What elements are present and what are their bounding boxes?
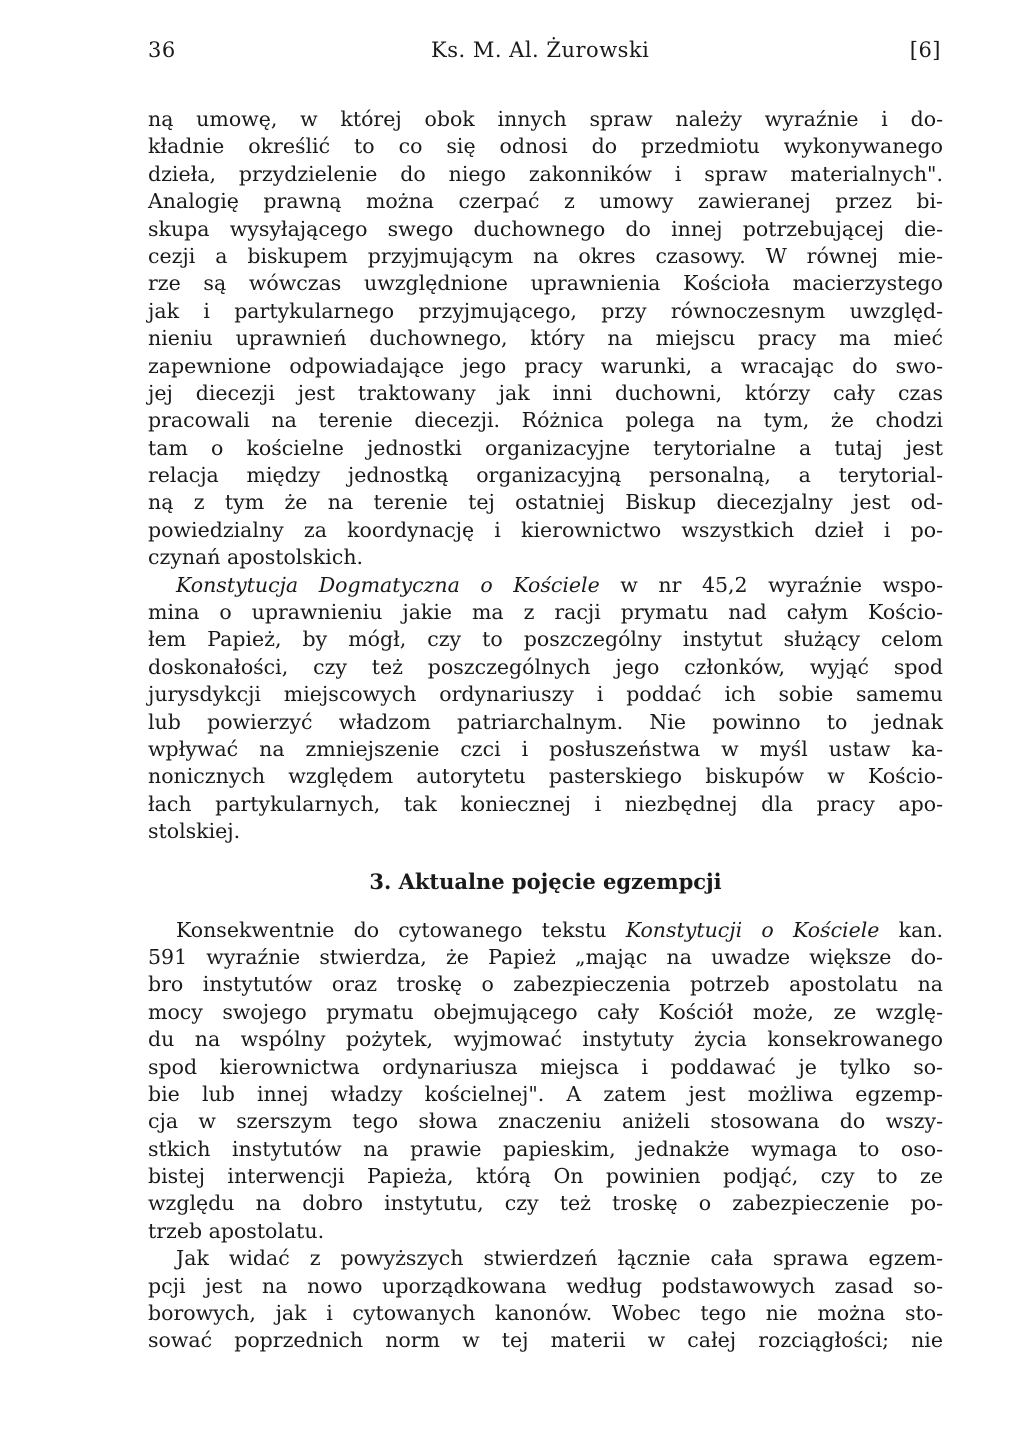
text-line <box>148 572 943 599</box>
text-line: cja w szerszym tego słowa znaczeniu aniżeli stosowana do wszy- <box>148 1109 943 1134</box>
text-line: ną umowę, w której obok innych spraw należy wyraźnie i do- <box>148 107 943 131</box>
text-line <box>148 917 943 944</box>
text-line: cezji a biskupem przyjmującym na okres czasowy. W równej mie- <box>148 243 943 268</box>
section-heading: 3. Aktualne pojęcie egzempcji <box>369 868 722 894</box>
text-line: doskonałości, czy też poszczególnych jego członków, wyjąć spod <box>148 654 943 679</box>
paragraph-3 <box>148 917 943 1246</box>
running-head <box>148 38 943 72</box>
text-line: jej diecezji jest traktowany jak inni duchowni, którzy cały czas <box>148 380 943 405</box>
page-number: 36 <box>148 38 176 62</box>
text-line: Analogię prawną można czerpać z umowy zawieranej przez bi- <box>148 189 943 214</box>
text-line: jurysdykcji miejscowych ordynariuszy i poddać ich sobie samemu <box>148 682 943 707</box>
text-line: pcji jest na nowo uporządkowana według podstawowych zasad so- <box>148 1273 943 1298</box>
text-fragment: kan. <box>879 917 944 942</box>
text-line: kładnie określić to co się odnosi do przedmiotu wykonywanego <box>148 134 943 159</box>
document-title-italic: Konstytucji o Kościele <box>625 917 880 942</box>
text-fragment: w nr 45,2 wyraźnie wspo- <box>599 572 943 597</box>
paragraph-2 <box>148 572 943 846</box>
text-line: rze są wówczas uwzględnione uprawnienia Kościoła macierzystego <box>148 271 943 296</box>
text-line: mina o uprawnieniu jakie ma z racji prymatu nad całym Kościo- <box>148 600 943 625</box>
text-line: bistej interwencji Papieża, którą On powinien podjąć, czy to ze <box>148 1164 943 1189</box>
text-line: nieniu uprawnień duchownego, który na miejscu pracy ma mieć <box>148 326 943 351</box>
paragraph-1 <box>148 106 943 572</box>
document-title-italic: Konstytucja Dogmatyczna o Kościele <box>176 572 600 597</box>
section-marker: [6] <box>909 38 941 62</box>
text-line: sować poprzednich norm w tej materii w całej rozciągłości; nie <box>148 1328 943 1353</box>
paragraph-4 <box>148 1245 943 1355</box>
text-fragment: Konsekwentnie do cytowanego tekstu <box>176 917 626 942</box>
text-line: du na wspólny pożytek, wyjmować instytuty życia konsekrowanego <box>148 1027 943 1052</box>
text-line: czynań apostolskich. <box>148 545 364 570</box>
text-line: 591 wyraźnie stwierdza, że Papież „mając na uwadze większe do- <box>148 944 943 969</box>
text-line: dzieła, przydzielenie do niego zakonników i spraw materialnych". <box>148 161 943 186</box>
text-line: ną z tym że na terenie tej ostatniej Biskup diecezjalny jest od- <box>148 490 943 515</box>
text-line: jak i partykularnego przyjmującego, przy równoczesnym uwzględ- <box>148 298 943 323</box>
text-line: stolskiej. <box>148 819 241 844</box>
text-line: zapewnione odpowiadające jego pracy warunki, a wracając do swo- <box>148 353 943 378</box>
text-line: lub powierzyć władzom patriarchalnym. Nie powinno to jednak <box>148 709 943 734</box>
running-author: Ks. M. Al. Żurowski <box>431 38 650 62</box>
text-line: łem Papież, by mógł, czy to poszczególny instytut służący celom <box>148 627 943 652</box>
text-line: Jak widać z powyższych stwierdzeń łącznie cała sprawa egzem- <box>176 1246 943 1271</box>
text-line: relacja między jednostką organizacyjną personalną, a terytorial- <box>148 463 943 488</box>
text-line: bie lub innej władzy kościelnej". A zatem jest możliwa egzemp- <box>148 1081 943 1106</box>
text-line: tam o kościelne jednostki organizacyjne terytorialne a tutaj jest <box>148 435 943 460</box>
body-text <box>148 106 943 1355</box>
text-line: wpływać na zmniejszenie czci i posłuszeństwa w myśl ustaw ka- <box>148 736 943 761</box>
text-line: łach partykularnych, tak koniecznej i niezbędnej dla pracy apo- <box>148 791 943 816</box>
text-line: bro instytutów oraz troskę o zabezpieczenia potrzeb apostolatu na <box>148 972 943 997</box>
text-line: nonicznych względem autorytetu pasterskiego biskupów w Kościo- <box>148 764 943 789</box>
text-line: mocy swojego prymatu obejmującego cały Kościół może, ze wzglę- <box>148 999 943 1024</box>
text-line: powiedzialny za koordynację i kierownictwo wszystkich dzieł i po- <box>148 517 943 542</box>
book-page <box>148 38 943 1355</box>
text-line: skupa wysyłającego swego duchownego do innej potrzebującej die- <box>148 216 943 241</box>
text-line: stkich instytutów na prawie papieskim, jednakże wymaga to oso- <box>148 1136 943 1161</box>
text-line: borowych, jak i cytowanych kanonów. Wobec tego nie można sto- <box>148 1301 943 1326</box>
text-line: względu na dobro instytutu, czy też troskę o zabezpieczenie po- <box>148 1191 943 1216</box>
text-line: spod kierownictwa ordynariusza miejsca i poddawać je tylko so- <box>148 1054 943 1079</box>
text-line: pracowali na terenie diecezji. Różnica polega na tym, że chodzi <box>148 408 943 433</box>
text-line: trzeb apostolatu. <box>148 1218 325 1243</box>
